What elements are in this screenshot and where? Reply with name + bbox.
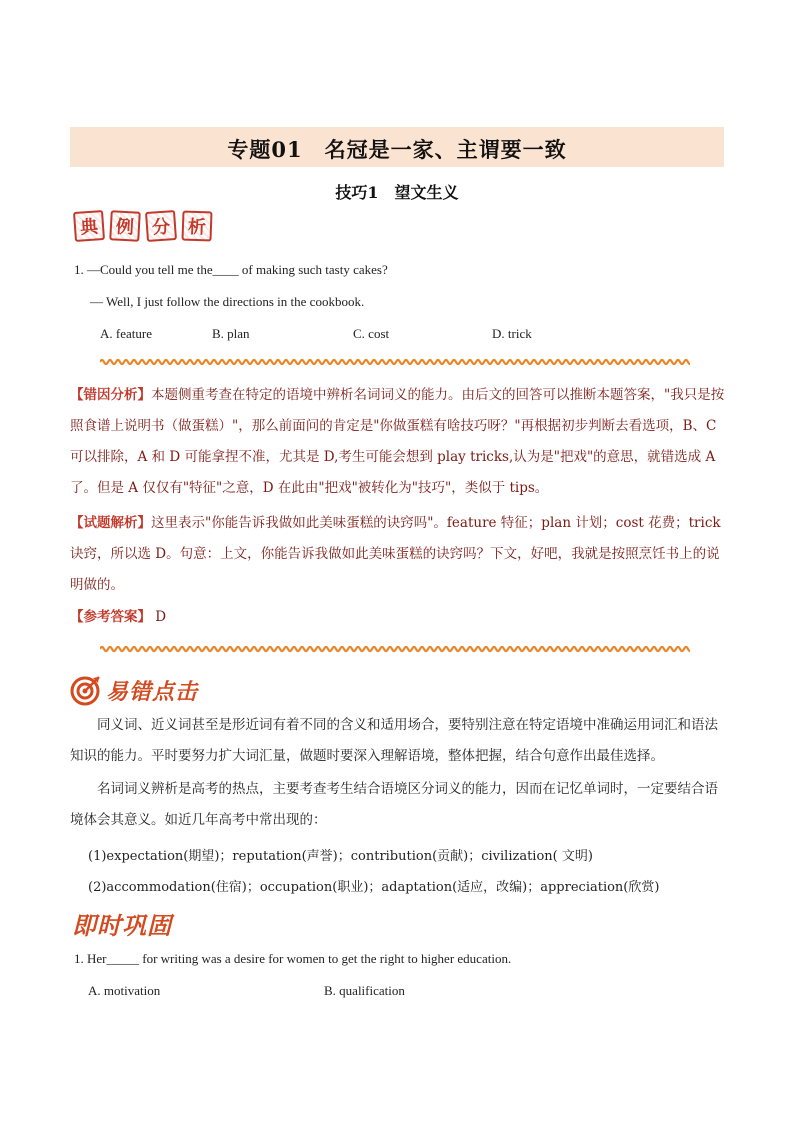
badge-char: 分: [145, 210, 177, 242]
reference-answer: [70, 602, 725, 633]
wavy-divider: [100, 357, 690, 367]
page-title: 专题01 名冠是一家、主谓要一致: [227, 137, 567, 162]
error-analysis-tag: 【错因分析】: [70, 387, 151, 403]
error-analysis: [70, 380, 725, 504]
tips-paragraph-1: 同义词、近义词甚至是形近词有着不同的含义和适用场合，要特别注意在特定语境中准确运用词汇和语法知识的能力。平时要努力扩大词汇量，做题时要深入理解语境，整体把握，结合句意作出最佳选择。: [70, 717, 718, 764]
practice-question-1: 1. Her_____ for writing was a desire for women to get the right to higher education.: [74, 951, 512, 966]
option-b: B. plan: [212, 326, 250, 341]
answer-tag: 【参考答案】: [70, 609, 151, 625]
vocab-list-1: (1)expectation(期望)；reputation(声誉)；contribution(贡献)；civilization( 文明): [88, 849, 593, 864]
example-reply: — Well, I just follow the directions in the cookbook.: [90, 294, 365, 309]
badge-char: 析: [181, 210, 212, 241]
section-subtitle: 技巧1 望文生义: [335, 183, 459, 202]
option-c: C. cost: [353, 326, 390, 341]
practice-option-b: B. qualification: [324, 983, 405, 998]
title-banner: [70, 127, 724, 167]
solution-tag: 【试题解析】: [70, 515, 151, 531]
solution-text: 这里表示"你能告诉我做如此美味蛋糕的诀窍吗"。feature 特征；plan 计划；cost 花费；trick 诀窍，所以选 D。句意：上文，你能告诉我做如此美味蛋糕的诀窍吗？下文，好吧，我就是按照烹饪书上的说明做的。: [70, 515, 721, 593]
tips-heading: 易错点击: [106, 679, 199, 705]
answer-text: D: [155, 609, 167, 625]
example-question: 1. —Could you tell me the____ of making such tasty cakes?: [74, 262, 388, 277]
wavy-divider: [100, 644, 690, 654]
badge-char: 典: [73, 210, 105, 242]
example-analysis-badge: [74, 211, 212, 241]
target-icon: [70, 674, 102, 706]
error-analysis-text: 本题侧重考查在特定的语境中辨析名词词义的能力。由后文的回答可以推断本题答案，"我只是按照食谱上说明书（做蛋糕）"，那么前面问的肯定是"你做蛋糕有啥技巧呀？"再根据初步判断去看选项，B、C 可以排除，A 和 D 可能拿捏不准，尤其是 D,考生可能会想到 play tricks,认为是"把戏"的意思，就错选成 A 了。但是 A 仅仅有"特征"之意，D 在此由"把戏"被转化为"技巧"，类似于 tips。: [70, 387, 725, 496]
tips-paragraph-2: 名词词义辨析是高考的热点，主要考查考生结合语境区分词义的能力，因而在记忆单词时，一定要结合语境体会其意义。如近几年高考中常出现的：: [70, 781, 718, 828]
option-a: A. feature: [100, 326, 152, 341]
practice-heading: 即时巩固: [72, 911, 172, 940]
badge-char: 例: [109, 210, 141, 242]
option-d: D. trick: [492, 326, 532, 341]
solution-analysis: [70, 508, 725, 601]
practice-option-a: A. motivation: [88, 983, 161, 998]
vocab-list-2: (2)accommodation(住宿)；occupation(职业)；adaptation(适应，改编)；appreciation(欣赏): [88, 880, 660, 895]
